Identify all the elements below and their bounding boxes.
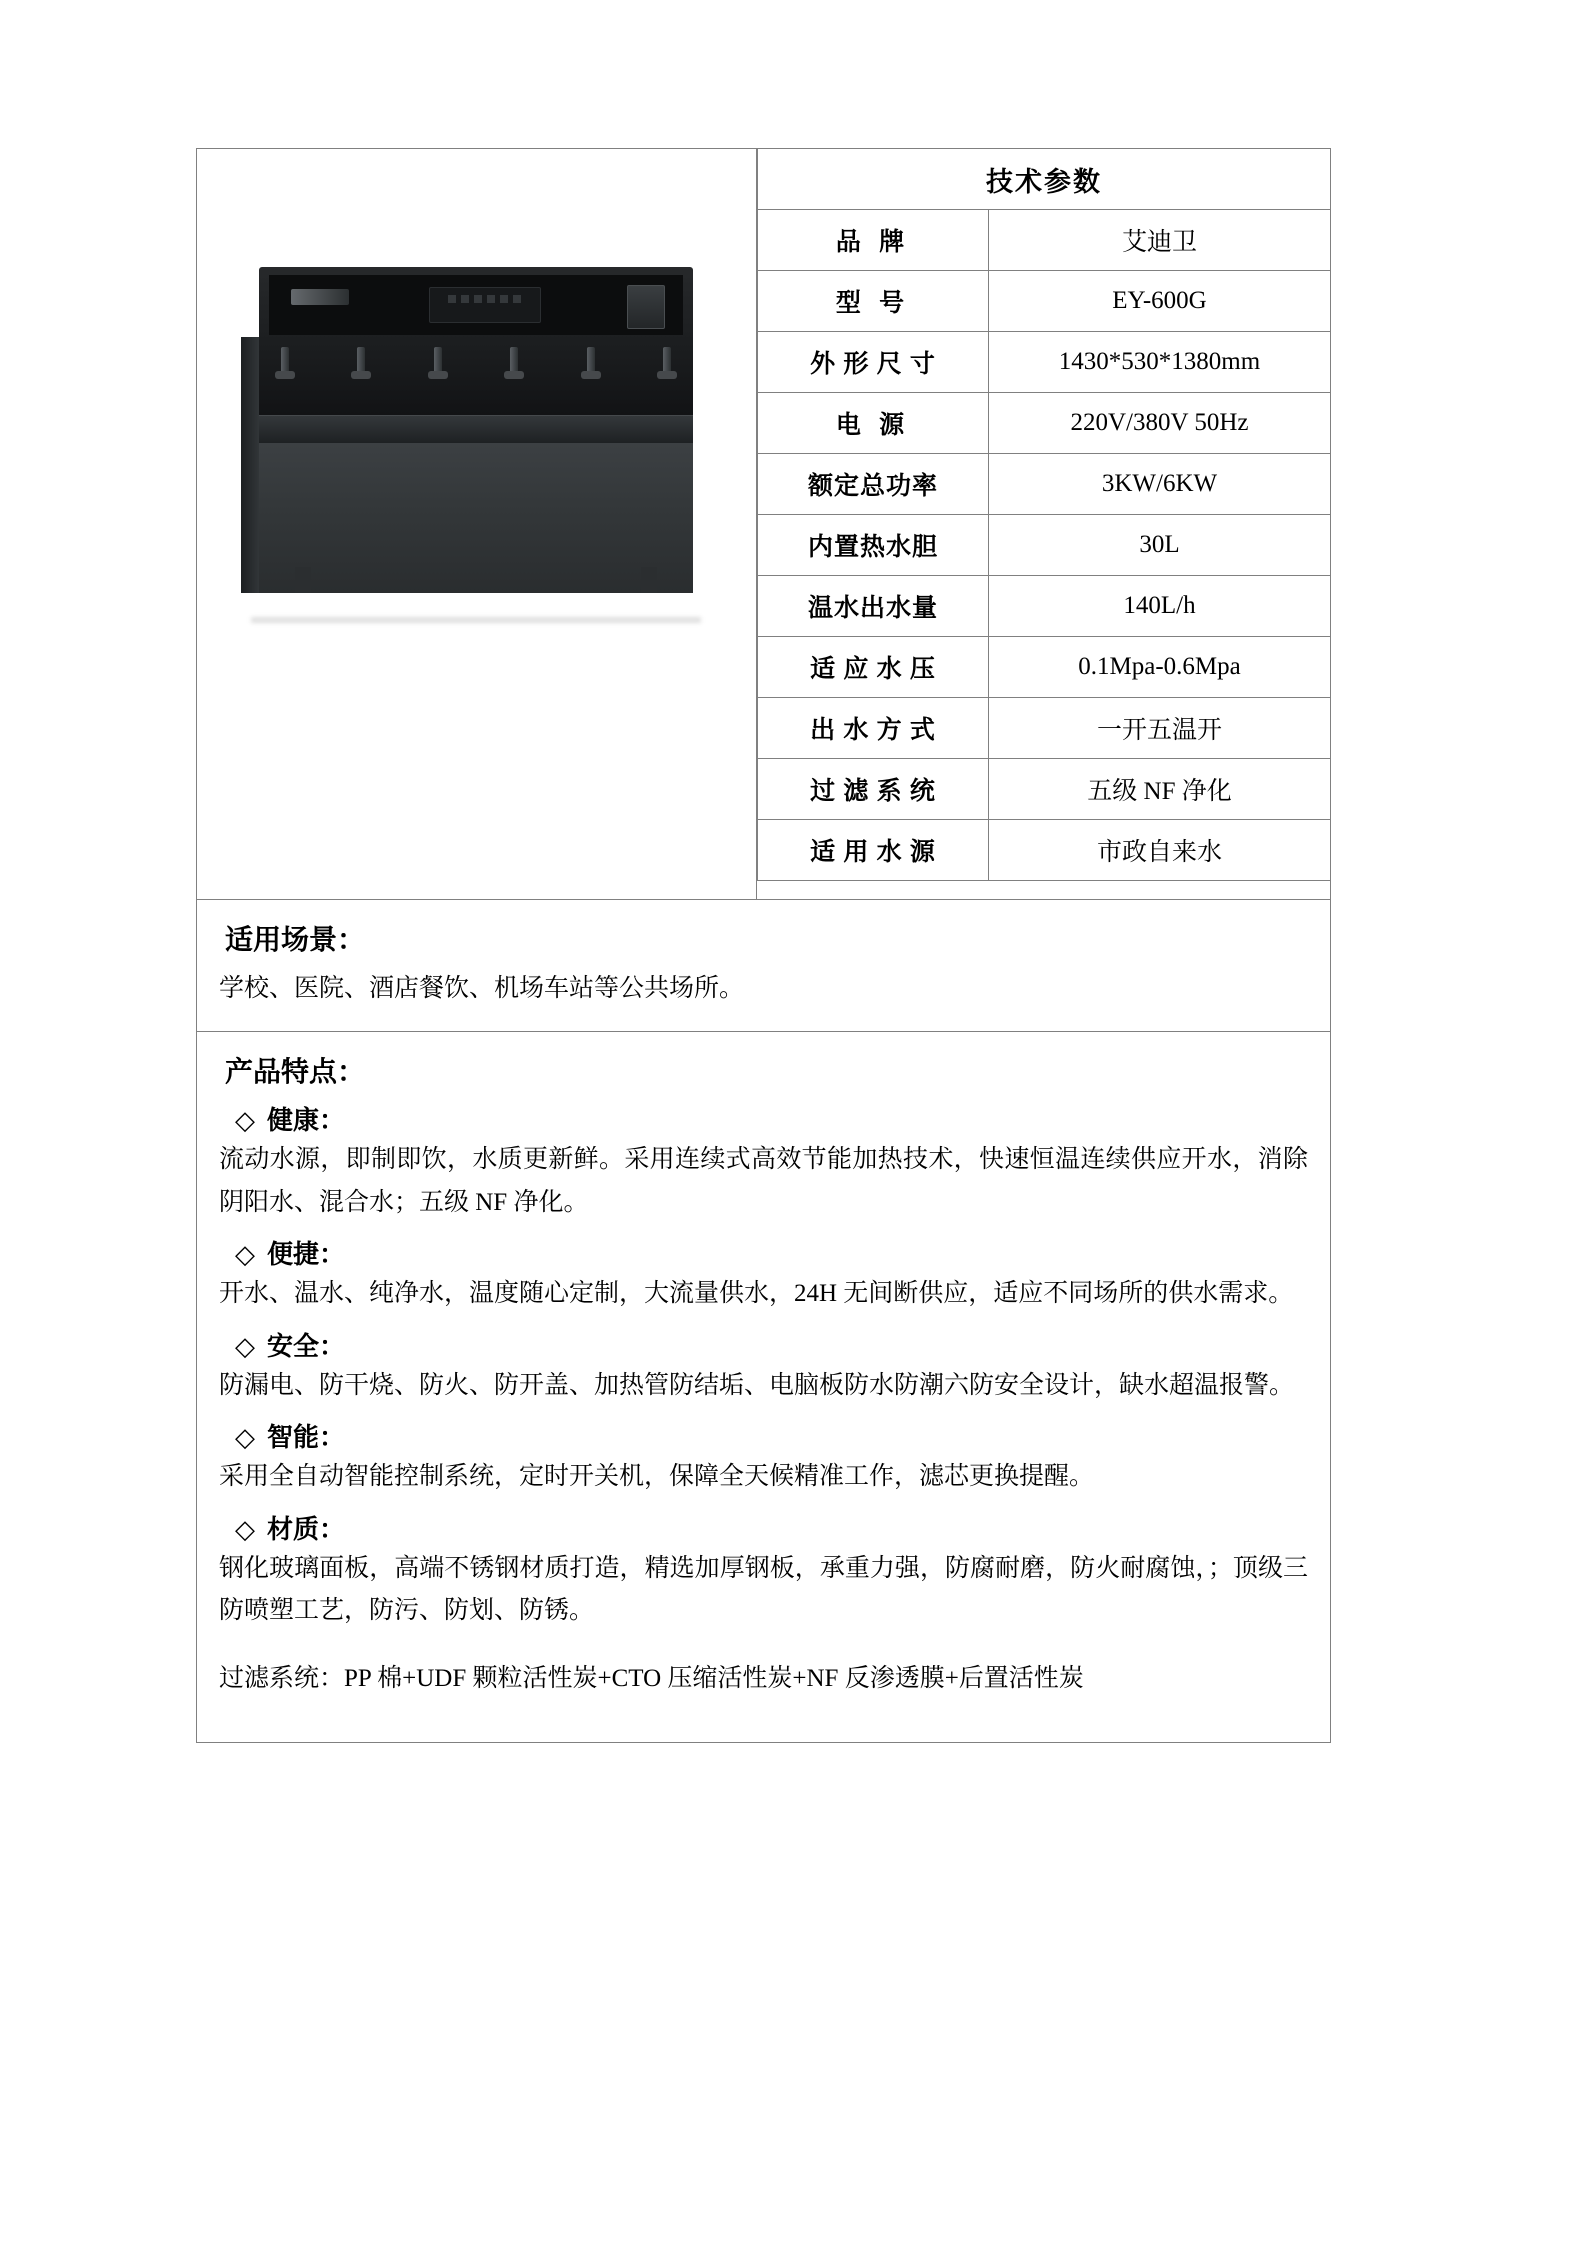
table-row bbox=[758, 637, 1331, 698]
feature-label: 健康： bbox=[267, 1106, 346, 1136]
table-row bbox=[758, 759, 1331, 820]
scenes-section bbox=[197, 899, 1330, 1031]
machine-glass-panel bbox=[269, 275, 683, 335]
table-row bbox=[758, 210, 1331, 271]
tap-icon bbox=[579, 347, 603, 389]
scenes-heading: 适用场景： bbox=[225, 925, 366, 956]
table-row-title bbox=[758, 149, 1331, 210]
feature-body-intelligent: 采用全自动智能控制系统，定时开关机，保障全天候精准工作，滤芯更换提醒。 bbox=[219, 1463, 1095, 1491]
spec-table bbox=[757, 149, 1330, 881]
spec-key-brand: 品 牌 bbox=[758, 210, 989, 271]
spec-value-power-source: 220V/380V 50Hz bbox=[989, 393, 1331, 454]
features-section bbox=[197, 1031, 1330, 1742]
table-row bbox=[758, 698, 1331, 759]
tap-icon bbox=[349, 347, 373, 389]
feature-title-material bbox=[235, 1509, 1308, 1546]
spec-value-warm-water-output: 140L/h bbox=[989, 576, 1331, 637]
feature-body-convenience: 开水、温水、纯净水，温度随心定制，大流量供水，24H 无间断供应，适应不同场所的供水需求。 bbox=[219, 1280, 1294, 1308]
side-badge-icon bbox=[627, 285, 665, 329]
spec-table-cell bbox=[757, 149, 1330, 899]
tap-icon bbox=[273, 347, 297, 389]
spec-key-outlet-mode: 出 水 方 式 bbox=[758, 698, 989, 759]
spec-key-model: 型 号 bbox=[758, 271, 989, 332]
spec-key-tank: 内置热水胆 bbox=[758, 515, 989, 576]
table-row bbox=[758, 271, 1331, 332]
table-row bbox=[758, 393, 1331, 454]
feature-body-material: 钢化玻璃面板，高端不锈钢材质打造，精选加厚钢板，承重力强，防腐耐磨，防火耐腐蚀，；顶级三防喷塑工艺，防污、防划、防锈。 bbox=[219, 1554, 1308, 1625]
feature-label: 安全： bbox=[267, 1331, 346, 1361]
spec-value-water-source: 市政自来水 bbox=[989, 820, 1331, 881]
table-row bbox=[758, 454, 1331, 515]
table-row bbox=[758, 515, 1331, 576]
spec-value-filter-system: 五级 NF 净化 bbox=[989, 759, 1331, 820]
spec-key-warm-water-output: 温水出水量 bbox=[758, 576, 989, 637]
spec-value-rated-power: 3KW/6KW bbox=[989, 454, 1331, 515]
features-heading: 产品特点： bbox=[225, 1057, 366, 1089]
table-row bbox=[758, 576, 1331, 637]
machine-shadow bbox=[251, 617, 701, 623]
feature-title-convenience bbox=[235, 1234, 1308, 1271]
filter-system-line: 过滤系统：PP 棉+UDF 颗粒活性炭+CTO 压缩活性炭+NF 反渗透膜+后置活性炭 bbox=[219, 1664, 1084, 1692]
feature-title-health bbox=[235, 1100, 1308, 1137]
table-row bbox=[758, 332, 1331, 393]
control-display bbox=[429, 287, 541, 323]
drip-tray bbox=[259, 415, 693, 444]
tap-row bbox=[273, 347, 679, 389]
spec-key-rated-power: 额定总功率 bbox=[758, 454, 989, 515]
machine-upper-cabinet bbox=[259, 267, 693, 415]
diamond-icon: ◇ bbox=[235, 1514, 255, 1544]
feature-body-health: 流动水源，即制即饮，水质更新鲜。采用连续式高效节能加热技术，快速恒温连续供应开水，消除阴阳水、混合水；五级 NF 净化。 bbox=[219, 1146, 1308, 1216]
spec-value-water-pressure: 0.1Mpa-0.6Mpa bbox=[989, 637, 1331, 698]
brand-logo bbox=[291, 289, 349, 305]
tap-icon bbox=[502, 347, 526, 389]
table-row bbox=[758, 820, 1331, 881]
spec-value-model: EY-600G bbox=[989, 271, 1331, 332]
spec-value-brand: 艾迪卫 bbox=[989, 210, 1331, 271]
machine-lower-cabinet bbox=[259, 443, 693, 593]
spec-key-filter-system: 过 滤 系 统 bbox=[758, 759, 989, 820]
diamond-icon: ◇ bbox=[235, 1423, 255, 1453]
tap-icon bbox=[655, 347, 679, 389]
feature-title-intelligent bbox=[235, 1417, 1308, 1454]
spec-key-water-pressure: 适 应 水 压 bbox=[758, 637, 989, 698]
product-spec-document bbox=[196, 148, 1331, 1743]
scenes-text: 学校、医院、酒店餐饮、机场车站等公共场所。 bbox=[219, 975, 745, 1002]
spec-key-power-source: 电 源 bbox=[758, 393, 989, 454]
water-dispenser-illustration bbox=[241, 267, 711, 617]
diamond-icon: ◇ bbox=[235, 1106, 255, 1136]
diamond-icon: ◇ bbox=[235, 1331, 255, 1361]
feature-label: 智能： bbox=[267, 1423, 346, 1453]
spec-key-water-source: 适 用 水 源 bbox=[758, 820, 989, 881]
machine-foot bbox=[641, 567, 657, 593]
machine-side-panel bbox=[241, 337, 261, 593]
feature-label: 便捷： bbox=[267, 1240, 346, 1270]
product-image-cell bbox=[197, 149, 757, 899]
top-section bbox=[197, 149, 1330, 899]
diamond-icon: ◇ bbox=[235, 1240, 255, 1270]
machine-foot bbox=[295, 567, 311, 593]
spec-value-dimensions: 1430*530*1380mm bbox=[989, 332, 1331, 393]
spec-value-tank: 30L bbox=[989, 515, 1331, 576]
spec-table-title: 技术参数 bbox=[758, 149, 1331, 210]
feature-label: 材质： bbox=[267, 1514, 346, 1544]
product-photo bbox=[197, 149, 756, 899]
tap-icon bbox=[426, 347, 450, 389]
feature-body-safety: 防漏电、防干烧、防火、防开盖、加热管防结垢、电脑板防水防潮六防安全设计，缺水超温报警。 bbox=[219, 1371, 1295, 1399]
spec-value-outlet-mode: 一开五温开 bbox=[989, 698, 1331, 759]
feature-title-safety bbox=[235, 1326, 1308, 1363]
spec-key-dimensions: 外 形 尺 寸 bbox=[758, 332, 989, 393]
